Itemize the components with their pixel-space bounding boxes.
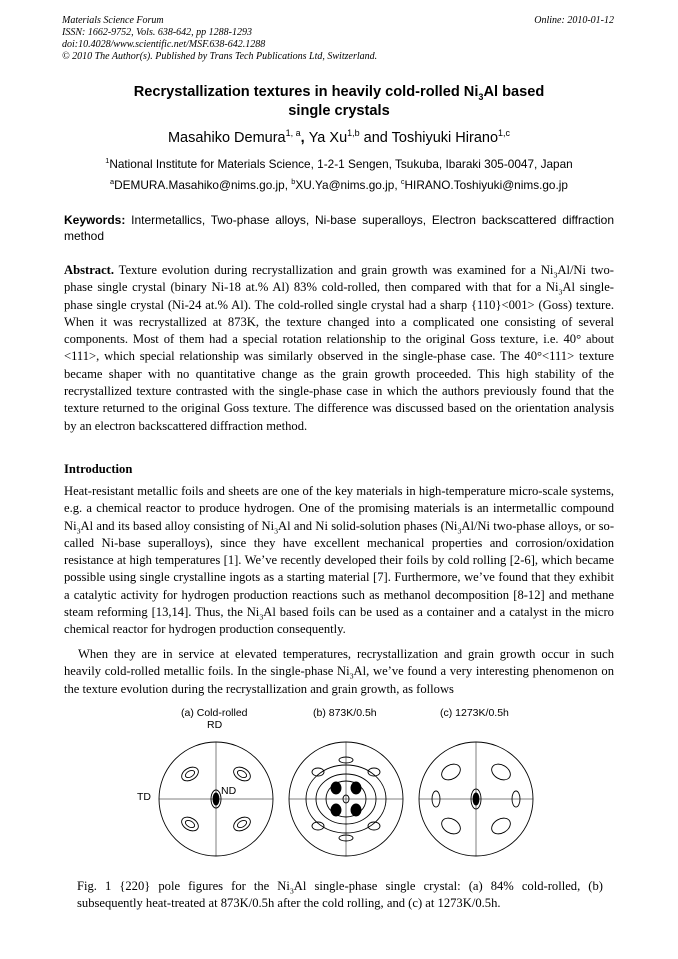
contour-b-ring2 — [316, 774, 376, 824]
caption-text-1: Fig. 1 {220} pole figures for the Ni — [77, 879, 290, 893]
pole-circle-c — [419, 742, 533, 856]
pole-figure-c — [419, 742, 533, 856]
contour-a1-inner — [184, 769, 196, 779]
intro-p1-c: Al and Ni solid-solution phases (Ni — [278, 518, 458, 533]
intro-p2-b: Al, we’ve found a very interesting phenomenon on the texture evolution during the recrystallization and grain growth, as follows — [64, 664, 614, 696]
contour-b-outer1 — [312, 768, 324, 776]
contour-b-bottom — [339, 835, 353, 841]
introduction-heading: Introduction — [64, 462, 133, 476]
email-c-sup: c — [400, 177, 405, 187]
contour-a-center-outer — [211, 790, 221, 808]
pole-figure-b — [289, 742, 403, 856]
intro-p1-e: Al based foils can be used as a container and a catalyst in the micro chemical reactor for hydrogen production consequently. — [64, 605, 614, 637]
contour-b-spot3 — [331, 804, 341, 816]
abstract — [64, 262, 614, 435]
email-c[interactable]: HIRANO.Toshiyuki@nims.go.jp — [404, 178, 568, 192]
email-a-sup: a — [110, 177, 115, 187]
online-date: Online: 2010-01-12 — [534, 15, 614, 26]
intro-p1-a: Heat-resistant metallic foils and sheets are one of the key materials in high-temperature micro-scale systems, e.g. a chemical reactor to produce hydrogen. One of the promising materials is an intermetallic compound Ni — [64, 484, 614, 533]
paper-title — [0, 83, 678, 121]
pole-circle-a — [159, 742, 273, 856]
doi-line: doi:10.4028/www.scientific.net/MSF.638-642.1288 — [62, 39, 266, 50]
title-line1-end: Al based — [483, 84, 545, 100]
contour-a3 — [179, 814, 201, 833]
contour-a1 — [179, 764, 201, 783]
author-list — [0, 130, 678, 146]
contour-a2 — [231, 764, 253, 783]
contour-b-spot4 — [351, 804, 361, 816]
contour-c3 — [439, 815, 463, 837]
intro-sub-3: 3 — [457, 526, 462, 536]
abstract-text-1: Texture evolution during recrystallization and grain growth was examined for a Ni — [114, 263, 554, 277]
contour-c-left — [432, 791, 440, 807]
email-line — [0, 178, 678, 192]
affiliation-sup: 1 — [105, 156, 110, 166]
contour-b-outer4 — [368, 822, 380, 830]
author-1-sup: 1, a — [285, 128, 301, 139]
nd-label: ND — [221, 785, 237, 797]
author-2: Ya Xu — [308, 130, 348, 146]
intro-sub-2: 3 — [274, 526, 279, 536]
panel-a-label: (a) Cold-rolled — [181, 707, 248, 719]
contour-c-center — [473, 793, 479, 805]
email-b-sup: b — [291, 177, 296, 187]
keywords — [64, 212, 614, 244]
abstract-text-3: Al single-phase single crystal (Ni-24 at.% Al). The cold-rolled single crystal had a sharp {110}<001> (Goss) texture. When it was recrystallized at 873K, the texture changed into a complicated one consisting of several components. Most of them had a special rotation relationship to the original Goss texture, i.e. 40° about <111>, which special relationship was similarly observed in the single-phase case. The 40°<111> texture became shaper with no quantitative change as the grain growth proceeded. This high stability of the recrystallized texture contrasted with the single-phase case in which the authors previously found that the texture returned to the original Goss texture. The difference was discussed based on the orientation analysis by an electron backscattered diffraction method. — [64, 280, 614, 433]
intro-p2-a: When they are in service at elevated temperatures, recrystallization and grain growth occur in such heavily cold-rolled metallic foils. In the single-phase Ni — [64, 647, 614, 679]
contour-c-center-outer — [471, 789, 481, 809]
title-subscript: 3 — [478, 91, 484, 102]
keywords-label: Keywords: — [64, 213, 126, 227]
contour-b-spot2 — [351, 782, 361, 794]
email-a[interactable]: DEMURA.Masahiko@nims.go.jp, — [114, 178, 292, 192]
pole-figure-a — [159, 742, 273, 856]
td-label: TD — [137, 791, 151, 803]
abstract-text-2: Al/Ni two-phase single crystal (binary Ni-18 at.% Al) 83% cold-rolled, then compared with that for a Ni — [64, 263, 615, 295]
contour-b-ring3 — [326, 781, 366, 817]
title-line2: single crystals — [288, 103, 390, 119]
contour-a3-inner — [184, 819, 196, 829]
intro-p1-d: Al/Ni two-phase alloys, or so-called Ni-base superalloys), since they have excellent mechanical properties and corrosion/oxidation resistance at high temperatures [1]. We’ve recently developed their foils by cold rolling [2-6], which became possible using single crystalline ingots as a starting material [7]. Furthermore, we’ve found that they exhibit a catalytic activity for hydrogen production reactions such as methanol decomposition [8-12] and methane steam reforming [13,14]. Thus, the Ni — [64, 518, 615, 620]
copyright-line: © 2010 The Author(s). Published by Trans Tech Publications Ltd, Switzerland. — [62, 51, 378, 62]
intro-sub-5: 3 — [349, 671, 354, 681]
contour-b-top — [339, 757, 353, 763]
author-3-sup: 1,c — [498, 128, 511, 139]
pole-circle-b — [289, 742, 403, 856]
contour-a2-inner — [236, 769, 248, 779]
introduction-paragraph-2 — [64, 646, 614, 698]
intro-p1-b: Al and its based alloy consisting of Ni — [80, 518, 275, 533]
email-b[interactable]: XU.Ya@nims.go.jp, — [295, 178, 401, 192]
contour-a4 — [231, 814, 253, 833]
abstract-label: Abstract. — [64, 263, 115, 277]
issn-line: ISSN: 1662-9752, Vols. 638-642, pp 1288-1293 — [62, 27, 252, 38]
panel-b-label: (b) 873K/0.5h — [313, 707, 377, 719]
keywords-text: Intermetallics, Two-phase alloys, Ni-base superalloys, Electron backscattered diffraction method — [64, 213, 614, 243]
caption-text-2: Al single-phase single crystal: (a) 84% cold-rolled, (b) subsequently heat-treated at 873K/0.5h after the cold rolling, and (c) at 1273K/0.5h. — [77, 879, 603, 911]
author-separator: , — [300, 130, 309, 146]
author-and: and — [359, 130, 392, 146]
contour-c4 — [489, 815, 513, 837]
contour-b-center — [343, 795, 349, 803]
running-header — [62, 15, 462, 63]
contour-b-outer3 — [312, 822, 324, 830]
affiliation — [0, 157, 678, 171]
contour-b-ring1 — [306, 765, 386, 833]
intro-sub-1: 3 — [76, 526, 81, 536]
contour-c-right — [512, 791, 520, 807]
contour-c1 — [439, 761, 463, 783]
journal-name: Materials Science Forum — [62, 15, 164, 26]
affiliation-text: National Institute for Materials Science, 1-2-1 Sengen, Tsukuba, Ibaraki 305-0047, Japan — [109, 157, 573, 171]
rd-label: RD — [207, 719, 223, 731]
introduction-paragraph-1 — [64, 483, 614, 639]
contour-b-spot1 — [331, 782, 341, 794]
title-line1: Recrystallization textures in heavily cold-rolled Ni — [133, 84, 479, 100]
abstract-sub-2: 3 — [558, 287, 563, 297]
intro-sub-4: 3 — [259, 612, 264, 622]
author-1: Masahiko Demura — [167, 130, 286, 146]
contour-a-center — [213, 793, 219, 805]
contour-c2 — [489, 761, 513, 783]
caption-sub: 3 — [289, 886, 294, 896]
contour-a4-inner — [236, 819, 248, 829]
contour-b-outer2 — [368, 768, 380, 776]
panel-c-label: (c) 1273K/0.5h — [440, 707, 509, 719]
author-3: Toshiyuki Hirano — [391, 130, 499, 146]
abstract-sub-1: 3 — [553, 270, 558, 280]
author-2-sup: 1,b — [347, 128, 360, 139]
figure-caption — [77, 878, 603, 913]
